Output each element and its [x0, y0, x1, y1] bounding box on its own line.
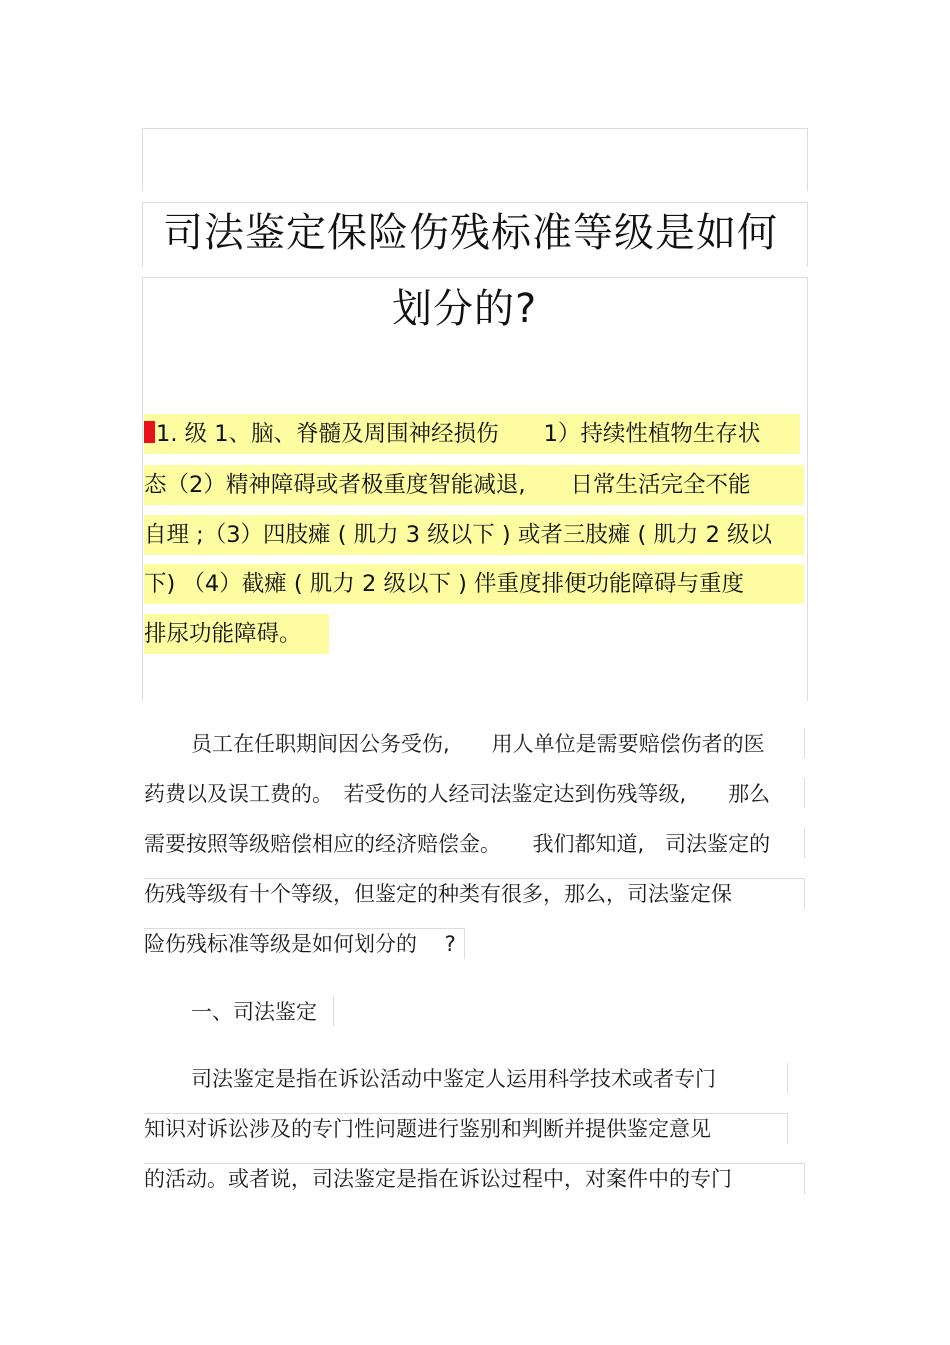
highlight-line-3: 自理 ;（3）四肢瘫 ( 肌力 3 级以下 ) 或者三肢瘫 ( 肌力 2 级以: [144, 515, 804, 555]
highlight-line-2: 态（2）精神障碍或者极重度智能减退, 日常生活完全不能: [144, 465, 804, 505]
frame-top-box: [142, 128, 808, 191]
highlight-line-5: 排尿功能障碍。: [144, 614, 329, 654]
paragraph2-line-3: 的活动。或者说，司法鉴定是指在诉讼过程中，对案件中的专门: [144, 1167, 732, 1191]
highlight-line-4: 下) （4）截瘫 ( 肌力 2 级以下 ) 伴重度排便功能障碍与重度: [144, 564, 804, 604]
frame-para1-right-3: [804, 828, 805, 858]
frame-para1-right-2: [804, 778, 805, 808]
paragraph1-line-3: 需要按照等级赔偿相应的经济赔偿金。 我们都知道, 司法鉴定的: [144, 832, 771, 856]
paragraph1-line-2: 药费以及误工费的。 若受伤的人经司法鉴定达到伤残等级, 那么: [144, 782, 771, 806]
paragraph1-line-5: 险伤残标准等级是如何划分的 ?: [144, 932, 456, 956]
paragraph2-line-1: 司法鉴定是指在诉讼活动中鉴定人运用科学技术或者专门: [191, 1067, 716, 1091]
document-title-line-1: 司法鉴定保险伤残标准等级是如何: [163, 210, 778, 256]
section-heading: 一、司法鉴定: [191, 1000, 317, 1024]
paragraph2-line-2: 知识对诉讼涉及的专门性问题进行鉴别和判断并提供鉴定意见: [144, 1117, 711, 1141]
paragraph1-line-4: 伤残等级有十个等级，但鉴定的种类有很多，那么，司法鉴定保: [144, 882, 732, 906]
frame-para1-right: [804, 728, 805, 758]
document-title-line-2: 划分的?: [392, 286, 538, 332]
paragraph1-line-1: 员工在任职期间因公务受伤, 用人单位是需要赔偿伤者的医: [191, 732, 765, 756]
red-marker: [144, 421, 155, 443]
highlight-line-1: 1. 级 1、脑、脊髓及周围神经损伤 1）持续性植物生存状: [144, 414, 800, 454]
